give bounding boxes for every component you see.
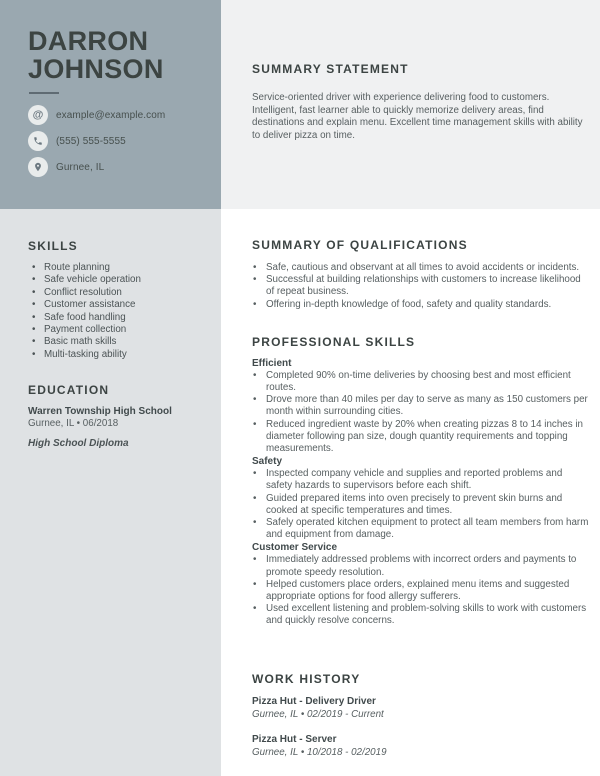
job-title: Pizza Hut - Server (252, 733, 337, 745)
skill-item: • Safe vehicle operation (28, 274, 209, 286)
skill-item: • Conflict resolution (28, 287, 209, 299)
main-body (221, 209, 600, 759)
skill-item: • Safe food handling (28, 312, 209, 324)
work-history-heading: WORK HISTORY (252, 671, 361, 686)
skill-item: • Route planning (28, 262, 209, 274)
skill-group-item: • Safely operated kitchen equipment to protect all team members from harm and equipment from damage. (252, 517, 590, 541)
contact-row-phone (28, 131, 209, 151)
qualifications-heading: SUMMARY OF QUALIFICATIONS (252, 238, 468, 252)
skill-group-item: • Guided prepared items into oven precisely to prevent skin burns and cooked at specific temperatures and times. (252, 493, 590, 517)
skill-group-list (252, 468, 590, 541)
skill-group-item: • Helped customers place orders, explained menu items and suggested appropriate options for food allergy sufferers. (252, 579, 590, 603)
skill-group-list (252, 554, 590, 627)
sidebar-header (0, 0, 221, 209)
main-column (221, 0, 600, 776)
work-history-section (252, 672, 590, 759)
skill-group-item: • Used excellent listening and problem-solving skills to work with customers and quickly resolve concerns. (252, 603, 590, 627)
education-degree: High School Diploma (28, 438, 129, 450)
professional-skills-groups (252, 357, 590, 628)
summary-statement-text: Service-oriented driver with experience delivering food to customers. Intelligent, fast learner able to quickly memorize delivery areas, find destinations and explain menu. Excellent time management skills with ability to deliver pizza on time. (252, 92, 583, 141)
location-text: Gurnee, IL (56, 161, 105, 173)
name-line-2: JOHNSON (28, 54, 164, 84)
contact-list (28, 105, 209, 177)
skill-group-item: • Completed 90% on-time deliveries by choosing best and most efficient routes. (252, 370, 590, 394)
summary-statement-section (221, 0, 600, 209)
skill-item: • Multi-tasking ability (28, 349, 209, 361)
contact-row-location (28, 157, 209, 177)
education-meta: Gurnee, IL • 06/2018 (28, 418, 119, 430)
skill-group-customer-service (252, 541, 590, 627)
skill-group-item: • Immediately addressed problems with incorrect orders and payments to promote speedy resolution. (252, 554, 590, 578)
candidate-name (28, 27, 209, 83)
job-entry (252, 696, 590, 721)
qualification-item: • Safe, cautious and observant at all times to avoid accidents or incidents. (252, 262, 590, 274)
name-divider (29, 92, 59, 94)
skill-item: • Customer assistance (28, 299, 209, 311)
job-meta: Gurnee, IL • 10/2018 - 02/2019 (252, 746, 387, 758)
skill-item: • Basic math skills (28, 336, 209, 348)
phone-icon (28, 131, 48, 151)
location-icon (28, 157, 48, 177)
phone-text: (555) 555-5555 (56, 135, 126, 147)
skill-group-title: Safety (252, 456, 283, 468)
job-title: Pizza Hut - Delivery Driver (252, 695, 376, 707)
jobs-list (252, 696, 590, 759)
skills-heading: SKILLS (28, 239, 78, 253)
skill-item: • Payment collection (28, 324, 209, 336)
professional-skills-section (252, 335, 590, 628)
email-icon: @ (28, 105, 48, 125)
qualification-item: • Offering in-depth knowledge of food, safety and quality standards. (252, 299, 590, 311)
qualifications-section (252, 238, 590, 311)
qualification-item: • Successful at building relationships with customers to increase likelihood of repeat business. (252, 274, 590, 298)
qualifications-list (252, 262, 590, 311)
skill-group-title: Customer Service (252, 542, 338, 554)
education-school: Warren Township High School (28, 406, 172, 418)
sidebar-body (0, 209, 221, 776)
name-line-1: DARRON (28, 26, 149, 56)
skill-group-item: • Drove more than 40 miles per day to serve as many as 150 customers per month within surrounding cities. (252, 394, 590, 418)
education-heading: EDUCATION (28, 383, 110, 398)
contact-row-email (28, 105, 209, 125)
skill-group-item: • Reduced ingredient waste by 20% when creating pizzas 8 to 14 inches in diameter following pan size, dough quantity requirements and topping measurements. (252, 419, 590, 456)
skill-group-item: • Inspected company vehicle and supplies and reported problems and safety hazards to supervisors before each shift. (252, 468, 590, 492)
job-meta: Gurnee, IL • 02/2019 - Current (252, 708, 384, 720)
summary-statement-heading: SUMMARY STATEMENT (252, 62, 409, 76)
skill-group-title: Efficient (252, 357, 292, 369)
education-section (28, 383, 209, 449)
skill-group-efficient (252, 357, 590, 455)
sidebar (0, 0, 221, 776)
professional-skills-heading: PROFESSIONAL SKILLS (252, 334, 416, 349)
email-text: example@example.com (56, 109, 166, 121)
job-entry (252, 734, 590, 759)
skill-group-list (252, 370, 590, 455)
skills-list (28, 262, 209, 361)
skill-group-safety (252, 455, 590, 541)
